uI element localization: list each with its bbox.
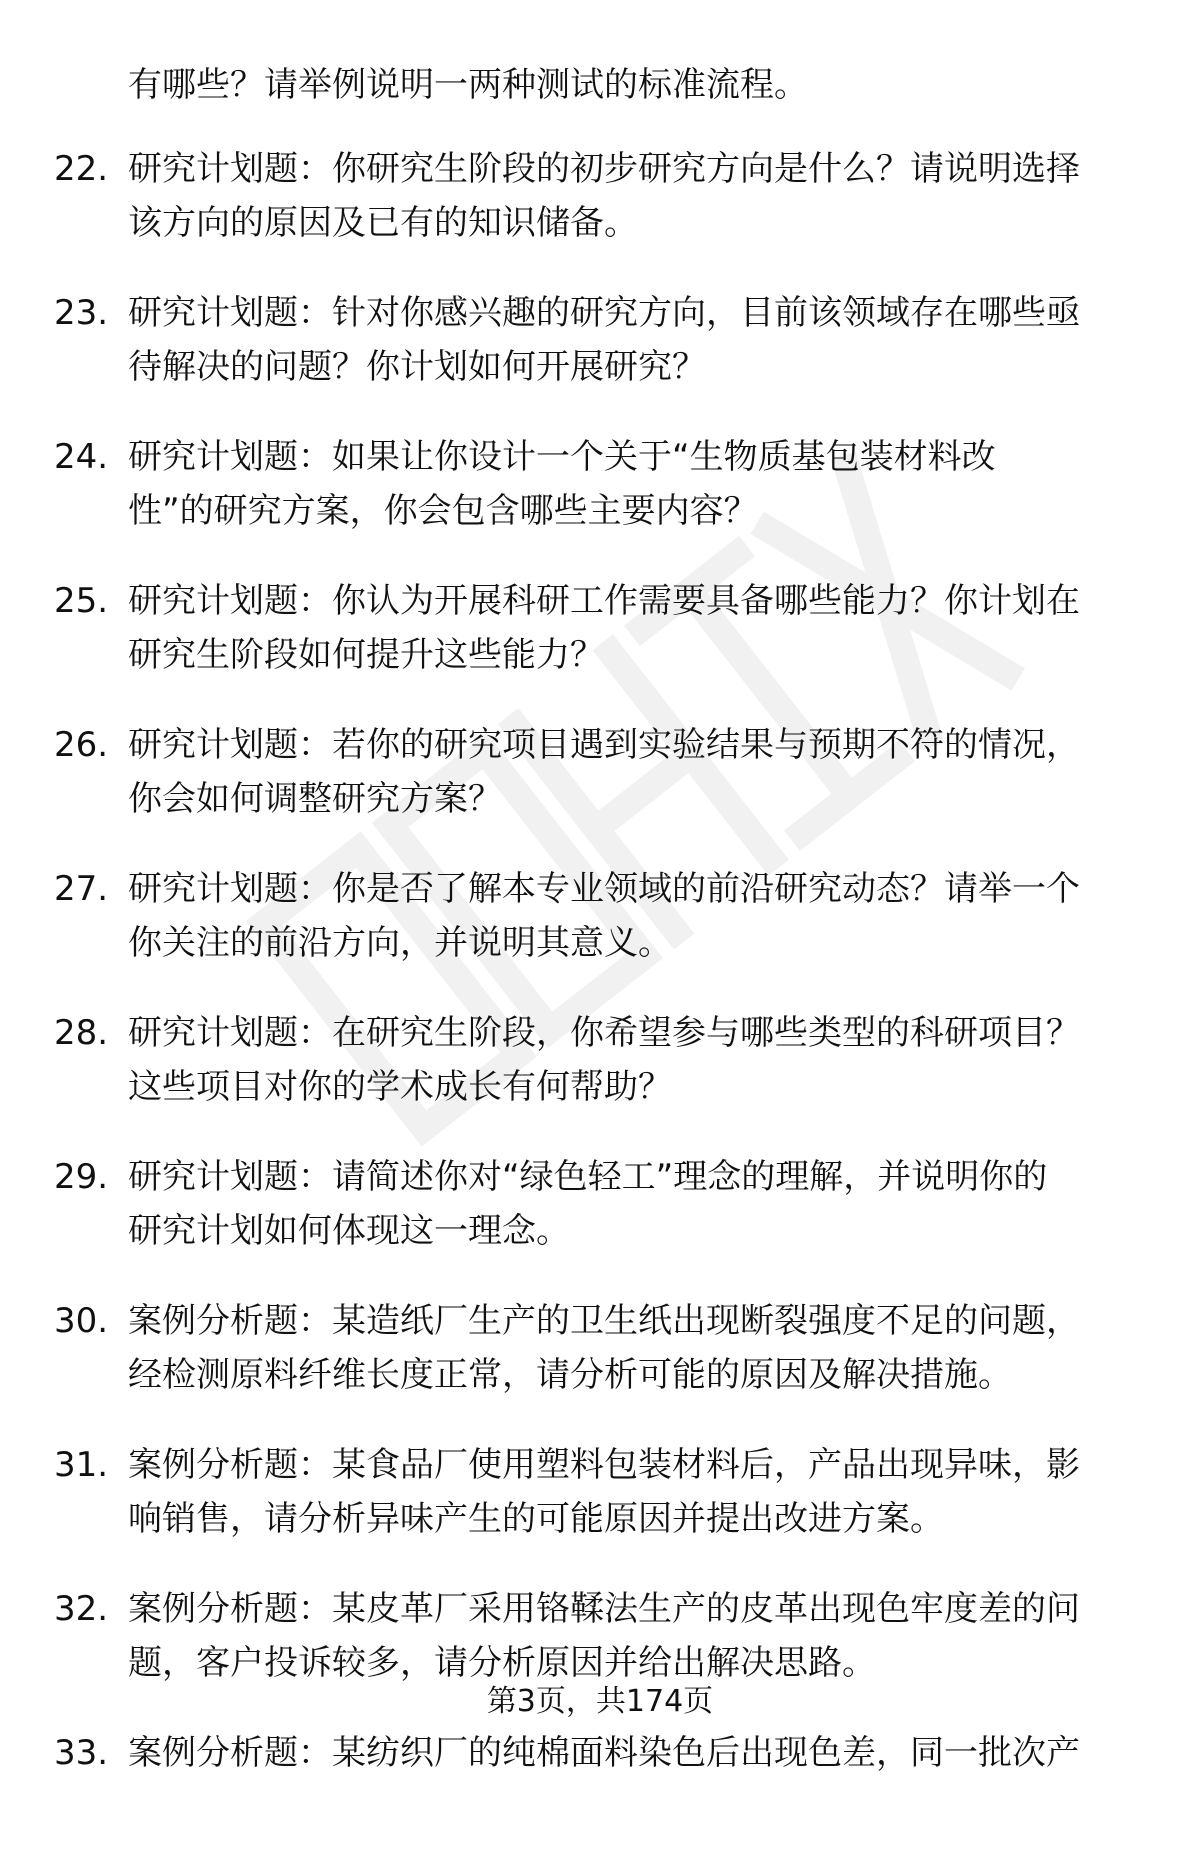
question-text xyxy=(128,1582,1138,1690)
question-text-line: 研究生阶段如何提升这些能力？ xyxy=(128,635,604,675)
question-number: 26. xyxy=(54,725,109,765)
question-text xyxy=(128,574,1138,682)
question-number: 33. xyxy=(54,1733,109,1773)
question-text-line: 研究计划题：你认为开展科研工作需要具备哪些能力？你计划在 xyxy=(128,581,1080,621)
question-number: 28. xyxy=(54,1013,109,1053)
question-text-line: 该方向的原因及已有的知识储备。 xyxy=(128,203,638,243)
question-text-line: 性”的研究方案，你会包含哪些主要内容？ xyxy=(128,491,758,531)
question-text-line: 待解决的问题？你计划如何开展研究？ xyxy=(128,347,706,387)
question-text xyxy=(128,1438,1138,1546)
question-item xyxy=(0,1726,1200,1870)
question-text-line: 经检测原料纤维长度正常，请分析可能的原因及解决措施。 xyxy=(128,1355,1012,1395)
question-number: 30. xyxy=(54,1301,109,1341)
question-text xyxy=(128,1294,1138,1402)
question-number: 31. xyxy=(54,1445,109,1485)
question-text-line: 案例分析题：某造纸厂生产的卫生纸出现断裂强度不足的问题， xyxy=(128,1301,1080,1341)
question-text xyxy=(128,718,1138,826)
question-text-line: 研究计划题：如果让你设计一个关于“生物质基包装材料改 xyxy=(128,437,996,477)
continuation-text: 有哪些？请举例说明一两种测试的标准流程。 xyxy=(128,65,808,105)
question-item xyxy=(0,1006,1200,1150)
page-number: 第3页，共174页 xyxy=(486,1684,714,1719)
question-text-line: 研究计划题：你是否了解本专业领域的前沿研究动态？请举一个 xyxy=(128,869,1080,909)
question-text-line: 研究计划题：你研究生阶段的初步研究方向是什么？请说明选择 xyxy=(128,149,1080,189)
question-text xyxy=(128,1726,1138,1780)
question-item xyxy=(0,1294,1200,1438)
question-item xyxy=(0,142,1200,286)
question-number: 32. xyxy=(54,1589,109,1629)
question-text-line: 案例分析题：某食品厂使用塑料包装材料后，产品出现异味，影 xyxy=(128,1445,1080,1485)
question-text-line: 你关注的前沿方向，并说明其意义。 xyxy=(128,923,672,963)
question-text xyxy=(128,142,1138,250)
question-text-line: 响销售，请分析异味产生的可能原因并提出改进方案。 xyxy=(128,1499,944,1539)
question-item xyxy=(0,718,1200,862)
question-number: 25. xyxy=(54,581,109,621)
question-text xyxy=(128,430,1138,538)
question-text xyxy=(128,1150,1138,1258)
question-text-line: 研究计划如何体现这一理念。 xyxy=(128,1211,570,1251)
question-number: 23. xyxy=(54,293,109,333)
question-item xyxy=(0,574,1200,718)
question-item xyxy=(0,430,1200,574)
question-text xyxy=(128,862,1138,970)
question-text-line: 案例分析题：某纺织厂的纯棉面料染色后出现色差，同一批次产 xyxy=(128,1733,1080,1773)
question-text xyxy=(128,1006,1138,1114)
question-number: 27. xyxy=(54,869,109,909)
question-item xyxy=(0,862,1200,1006)
question-text-line: 题，客户投诉较多，请分析原因并给出解决思路。 xyxy=(128,1643,876,1683)
question-text-line: 研究计划题：针对你感兴趣的研究方向，目前该领域存在哪些亟 xyxy=(128,293,1080,333)
question-text-line: 研究计划题：若你的研究项目遇到实验结果与预期不符的情况， xyxy=(128,725,1080,765)
question-item xyxy=(0,286,1200,430)
question-text-line: 案例分析题：某皮革厂采用铬鞣法生产的皮革出现色牢度差的问 xyxy=(128,1589,1080,1629)
question-text-line: 这些项目对你的学术成长有何帮助？ xyxy=(128,1067,672,1107)
question-item xyxy=(0,1438,1200,1582)
question-text xyxy=(128,286,1138,394)
question-number: 22. xyxy=(54,149,109,189)
question-text-line: 研究计划题：请简述你对“绿色轻工”理念的理解，并说明你的 xyxy=(128,1157,1048,1197)
question-number: 29. xyxy=(54,1157,109,1197)
question-list xyxy=(0,142,1200,1870)
question-text-line: 研究计划题：在研究生阶段，你希望参与哪些类型的科研项目？ xyxy=(128,1013,1080,1053)
question-text-line: 你会如何调整研究方案？ xyxy=(128,779,502,819)
question-item xyxy=(0,1150,1200,1294)
question-number: 24. xyxy=(54,437,109,477)
